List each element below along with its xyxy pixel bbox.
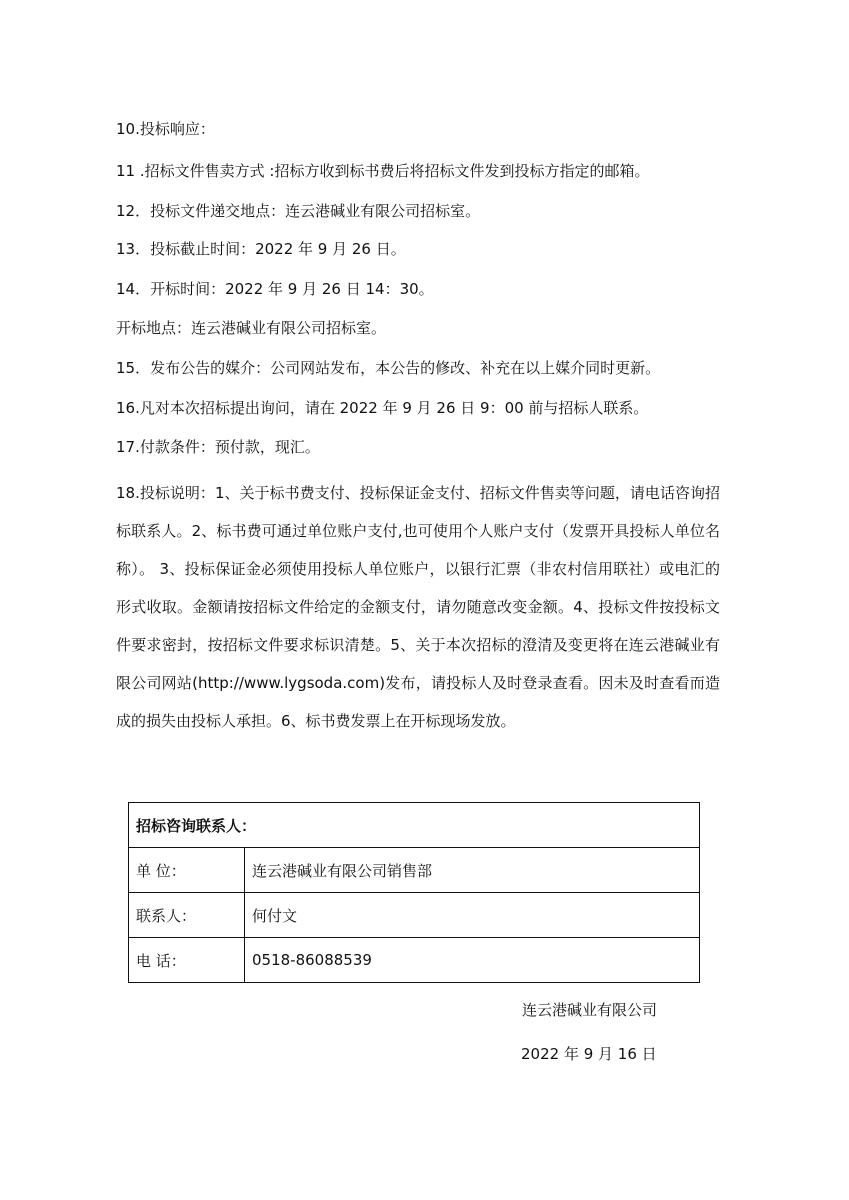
phone-label: 电 话： (129, 938, 245, 983)
opening-location: 开标地点：连云港碱业有限公司招标室。 (116, 319, 387, 337)
item-18-bid-instructions: 18.投标说明：1、关于标书费支付、投标保证金支付、招标文件售卖等问题，请电话咨询招标联系人。2、标书费可通过单位账户支付,也可使用个人账户支付（发票开具投标人单位名称）。 3、投标保证金必须使用投标人单位账户，以银行汇票（非农村信用联社）或电汇的形式收取。金额请按招标文件给定的金额支付，请勿随意改变金额。4、投标文件按投标文件要求密封，按招标文件要求标识清楚。5、关于本次招标的澄清及变更将在连云港碱业有限公司网站(http://www.lygsoda.com)发布，请投标人及时登录查看。因未及时查看而造成的损失由投标人承担。6、标书费发票上在开标现场发放。 (116, 484, 720, 730)
item-15-announcement-media: 15．发布公告的媒介：公司网站发布，本公告的修改、补充在以上媒介同时更新。 (116, 359, 661, 377)
table-row (129, 893, 700, 938)
item-11-sale-method: 11 .招标文件售卖方式 :招标方收到标书费后将招标文件发到投标方指定的邮箱。 (116, 162, 650, 180)
contact-person-value: 何付文 (245, 893, 700, 938)
item-16-inquiry: 16.凡对本次招标提出询问，请在 2022 年 9 月 26 日 9：00 前与招标人联系。 (116, 399, 649, 417)
contact-table (128, 802, 700, 983)
item-13-deadline: 13．投标截止时间：2022 年 9 月 26 日。 (116, 240, 406, 258)
table-row (129, 848, 700, 893)
phone-value: 0518-86088539 (245, 938, 700, 983)
item-17-payment-terms: 17.付款条件：预付款，现汇。 (116, 438, 320, 456)
contact-table-header: 招标咨询联系人： (129, 803, 700, 848)
signature-date: 2022 年 9 月 16 日 (521, 1045, 657, 1063)
signature-company: 连云港碱业有限公司 (522, 1001, 658, 1019)
contact-person-label: 联系人： (129, 893, 245, 938)
item-12-submission-location: 12．投标文件递交地点：连云港碱业有限公司招标室。 (116, 202, 481, 220)
unit-value: 连云港碱业有限公司销售部 (245, 848, 700, 893)
unit-label: 单 位： (129, 848, 245, 893)
contact-table-header-row (129, 803, 700, 848)
table-row (129, 938, 700, 983)
item-10-bid-response: 10.投标响应： (116, 120, 215, 138)
item-14-opening-time: 14．开标时间：2022 年 9 月 26 日 14：30。 (116, 280, 434, 298)
